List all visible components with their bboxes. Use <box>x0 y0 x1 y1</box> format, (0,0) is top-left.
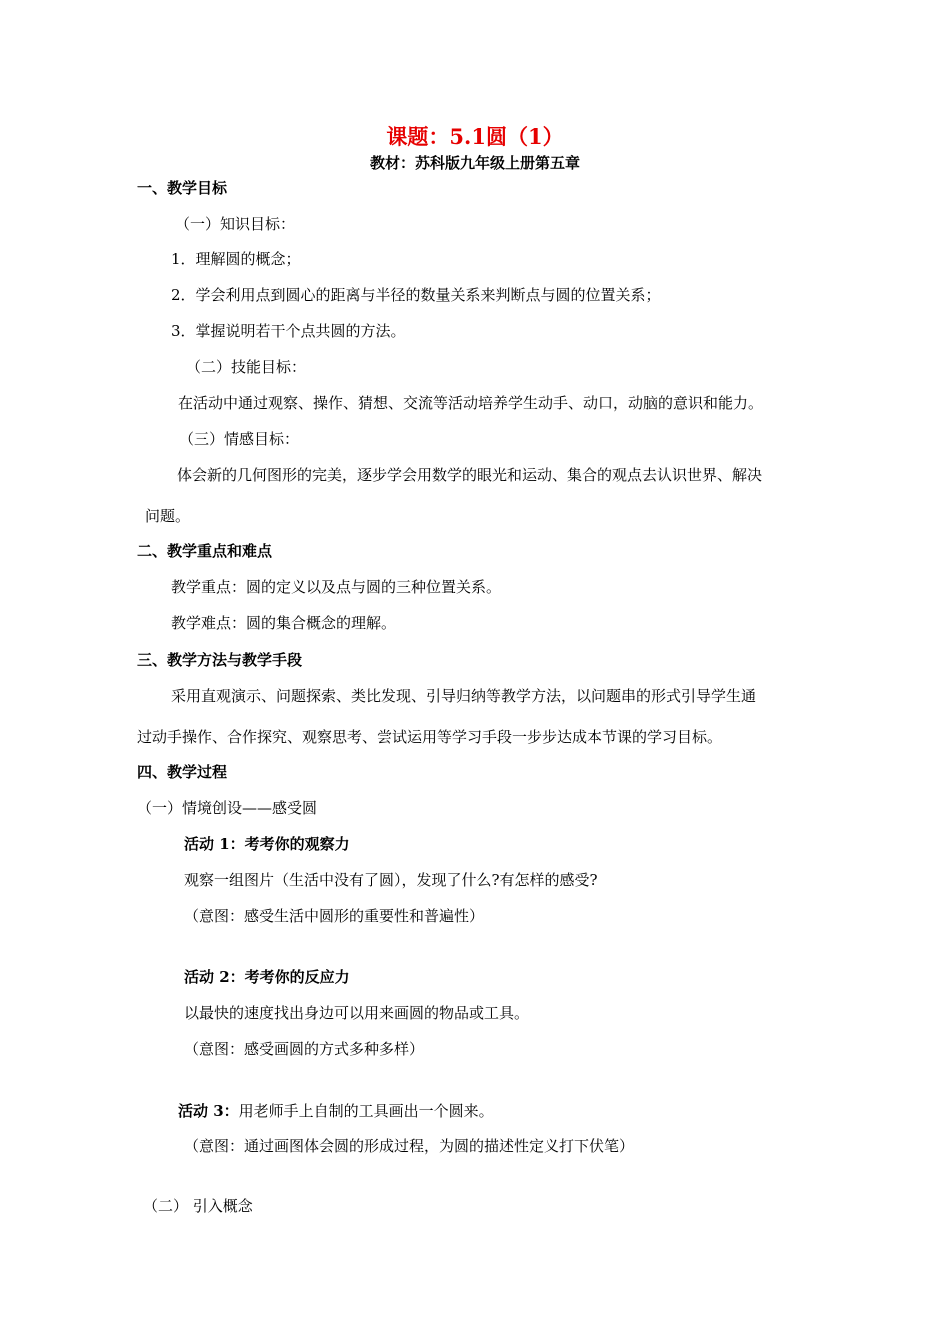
skill-objectives-label: （二）技能目标： <box>186 358 307 376</box>
emotion-objectives-text-line2: 问题。 <box>145 507 191 525</box>
knowledge-item-3: 3．掌握说明若干个点共圆的方法。 <box>171 322 406 340</box>
activity3-intent: （意图：通过画图体会圆的形成过程，为圆的描述性定义打下伏笔） <box>184 1137 635 1155</box>
skill-objectives-text: 在活动中通过观察、操作、猜想、交流等活动培养学生动手、动口，动脑的意识和能力。 <box>178 394 764 412</box>
section-heading-objectives: 一、教学目标 <box>137 179 228 197</box>
methods-text-line1: 采用直观演示、问题探索、类比发现、引导归纳等教学方法，以问题串的形式引导学生通 <box>171 687 757 705</box>
difficulty-text: 教学难点：圆的集合概念的理解。 <box>171 614 397 632</box>
activity1-title: 活动 1：考考你的观察力 <box>184 835 350 853</box>
activity2-text: 以最快的速度找出身边可以用来画圆的物品或工具。 <box>184 1004 530 1022</box>
activity1-intent: （意图：感受生活中圆形的重要性和普遍性） <box>184 907 485 925</box>
activity2-title: 活动 2：考考你的反应力 <box>184 968 350 986</box>
lesson-title: 课题：5.1圆（1） <box>386 124 564 149</box>
emotion-objectives-label: （三）情感目标： <box>179 430 300 448</box>
key-point-text: 教学重点：圆的定义以及点与圆的三种位置关系。 <box>171 578 502 596</box>
part2-label: （二） 引入概念 <box>143 1197 253 1215</box>
knowledge-item-2: 2．学会利用点到圆心的距离与半径的数量关系来判断点与圆的位置关系； <box>171 286 661 304</box>
section-heading-process: 四、教学过程 <box>137 763 228 781</box>
textbook-subtitle: 教材：苏科版九年级上册第五章 <box>369 154 580 172</box>
activity3-line <box>178 1101 494 1121</box>
part1-label: （一）情境创设——感受圆 <box>137 799 318 817</box>
section-heading-methods: 三、教学方法与教学手段 <box>137 651 303 669</box>
activity1-text: 观察一组图片（生活中没有了圆），发现了什么?有怎样的感受? <box>184 871 598 889</box>
methods-text-line2: 过动手操作、合作探究、观察思考、尝试运用等学习手段一步步达成本节课的学习目标。 <box>137 728 723 746</box>
activity2-intent: （意图：感受画圆的方式多种多样） <box>184 1040 425 1058</box>
section-heading-key-points: 二、教学重点和难点 <box>137 542 273 560</box>
knowledge-objectives-label: （一）知识目标： <box>175 215 296 233</box>
activity3-text: 用老师手上自制的工具画出一个圆来。 <box>238 1102 494 1120</box>
emotion-objectives-text-line1: 体会新的几何图形的完美，逐步学会用数学的眼光和运动、集合的观点去认识世界、解决 <box>177 466 763 484</box>
knowledge-item-1: 1．理解圆的概念； <box>171 250 301 268</box>
activity3-title: 活动 3： <box>178 1102 239 1120</box>
